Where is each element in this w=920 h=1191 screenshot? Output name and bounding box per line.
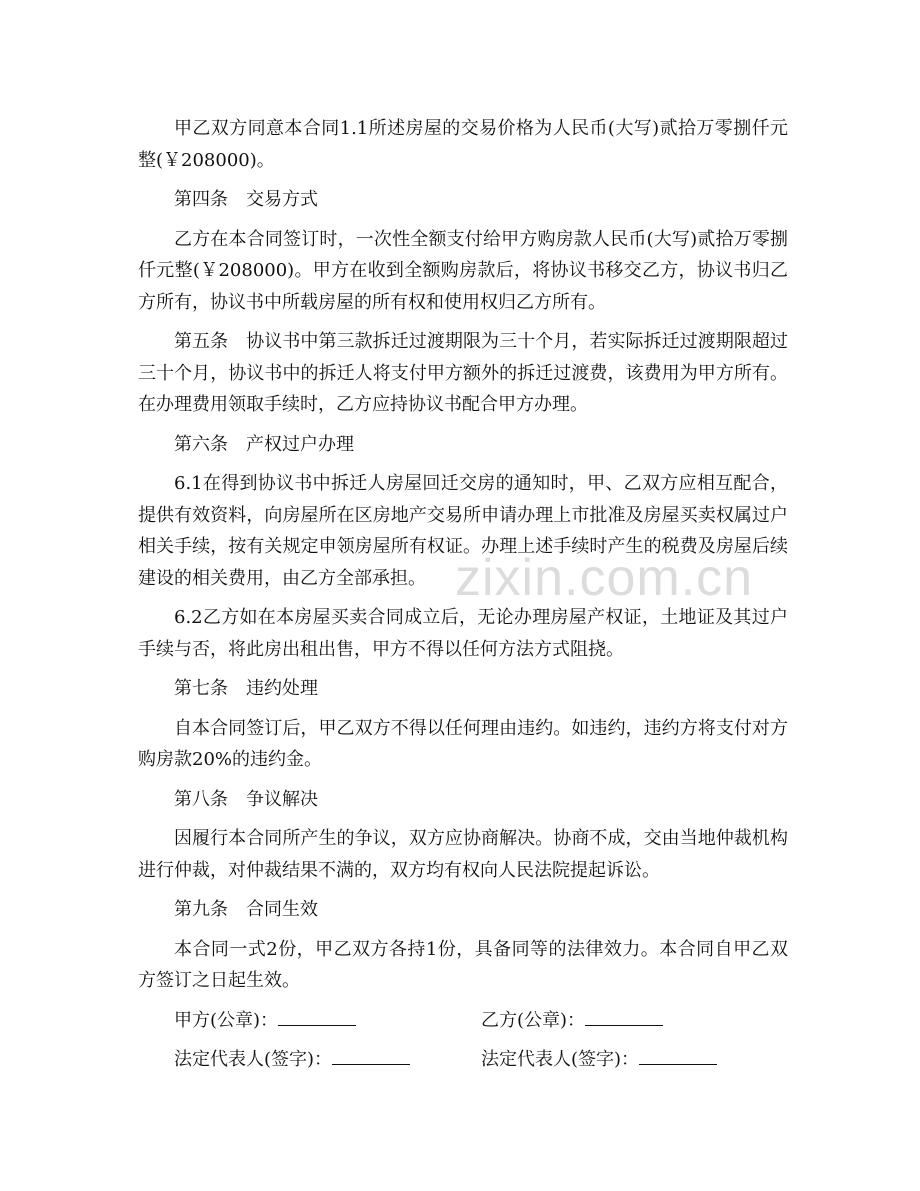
signature-row-seal	[138, 1005, 788, 1037]
party-b-seal-blank	[585, 1007, 663, 1026]
article-heading: 第八条 争议解决	[174, 788, 318, 810]
party-b-seal-label: 乙方(公章)：	[481, 1009, 586, 1031]
article-heading: 第六条 产权过户办理	[174, 433, 354, 455]
party-a-rep	[174, 1044, 481, 1076]
article-heading: 第七条 违约处理	[174, 678, 318, 699]
article-heading: 第九条 合同生效	[174, 899, 318, 920]
paragraph-list	[138, 113, 788, 997]
party-a-seal	[174, 1005, 481, 1037]
party-a-seal-blank	[278, 1007, 356, 1026]
document-body	[138, 113, 788, 1084]
party-b-rep-label: 法定代表人(签字)：	[481, 1049, 640, 1070]
paragraph: 第五条 协议书中第三款拆迁过渡期限为三十个月，若实际拆迁过渡期限超过三十个月，协议书中的拆迁人将支付甲方额外的拆迁过渡费，该费用为甲方所有。在办理费用领取手续时，乙方应持协议书配合甲方办理。	[138, 331, 788, 415]
party-a-rep-blank	[332, 1046, 410, 1065]
signature-row-rep	[138, 1044, 788, 1076]
party-a-rep-label: 法定代表人(签字)：	[174, 1049, 333, 1070]
paragraph: 6.1在得到协议书中拆迁人房屋回迁交房的通知时，甲、乙双方应相互配合，提供有效资料，向房屋所在区房地产交易所申请办理上市批准及房屋买卖权属过户相关手续，按有关规定申领房屋所有权证。办理上述手续时产生的税费及房屋后续建设的相关费用，由乙方全部承担。	[138, 473, 788, 589]
watermark-text: zixin.com.cn	[455, 549, 754, 607]
paragraph: 因履行本合同所产生的争议，双方应协商解决。协商不成，交由当地仲裁机构进行仲裁，对仲裁结果不满的，双方均有权向人民法院提起诉讼。	[138, 828, 788, 881]
paragraph: 自本合同签订后，甲乙双方不得以任何理由违约。如违约，违约方将支付对方购房款20%的违约金。	[138, 717, 788, 770]
article-heading: 第四条 交易方式	[174, 189, 318, 210]
party-a-seal-label: 甲方(公章)：	[174, 1009, 279, 1031]
party-b-seal	[481, 1005, 788, 1037]
party-b-rep	[481, 1044, 788, 1076]
paragraph: 本合同一式2份，甲乙双方各持1份，具备同等的法律效力。本合同自甲乙双方签订之日起生效。	[138, 938, 788, 991]
party-b-rep-blank	[639, 1046, 717, 1065]
paragraph: 乙方在本合同签订时，一次性全额支付给甲方购房款人民币(大写)贰拾万零捌仟元整(￥208000)。甲方在收到全额购房款后，将协议书移交乙方，协议书归乙方所有，协议书中所载房屋的所有权和使用权归乙方所有。	[138, 228, 788, 313]
paragraph: 甲乙双方同意本合同1.1所述房屋的交易价格为人民币(大写)贰拾万零捌仟元整(￥208000)。	[138, 118, 788, 171]
paragraph: 6.2乙方如在本房屋买卖合同成立后，无论办理房屋产权证，土地证及其过户手续与否，将此房出租出售，甲方不得以任何方法方式阻挠。	[138, 607, 788, 660]
